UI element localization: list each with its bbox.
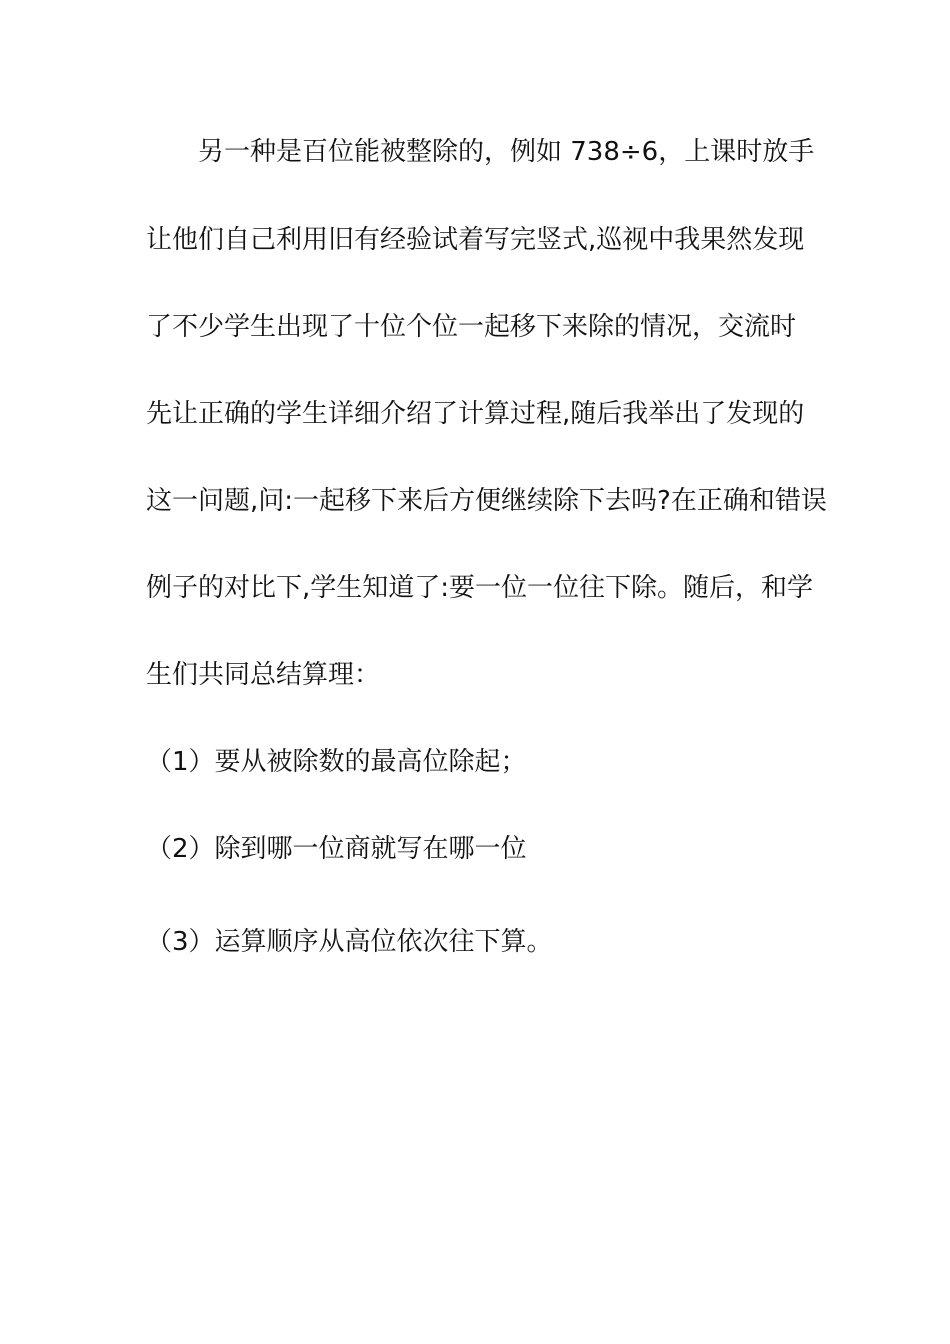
paragraph-line-6: 例子的对比下,学生知道了:要一位一位往下除。随后，和学 (146, 573, 814, 603)
paragraph-line-1: 另一种是百位能被整除的，例如 738÷6，上课时放手 (198, 137, 815, 167)
rule-item-3: （3）运算顺序从高位依次往下算。 (146, 927, 553, 957)
paragraph-line-2: 让他们自己利用旧有经验试着写完竖式,巡视中我果然发现 (146, 225, 805, 255)
rule-item-1: （1）要从被除数的最高位除起； (146, 747, 527, 777)
rule-item-2: （2）除到哪一位商就写在哪一位 (146, 834, 527, 864)
paragraph-line-4: 先让正确的学生详细介绍了计算过程,随后我举出了发现的 (146, 399, 805, 429)
paragraph-line-7: 生们共同总结算理： (146, 660, 381, 690)
paragraph-line-5: 这一问题,问:一起移下来后方便继续除下去吗?在正确和错误 (146, 486, 827, 516)
paragraph-line-3: 了不少学生出现了十位个位一起移下来除的情况，交流时 (146, 312, 797, 342)
